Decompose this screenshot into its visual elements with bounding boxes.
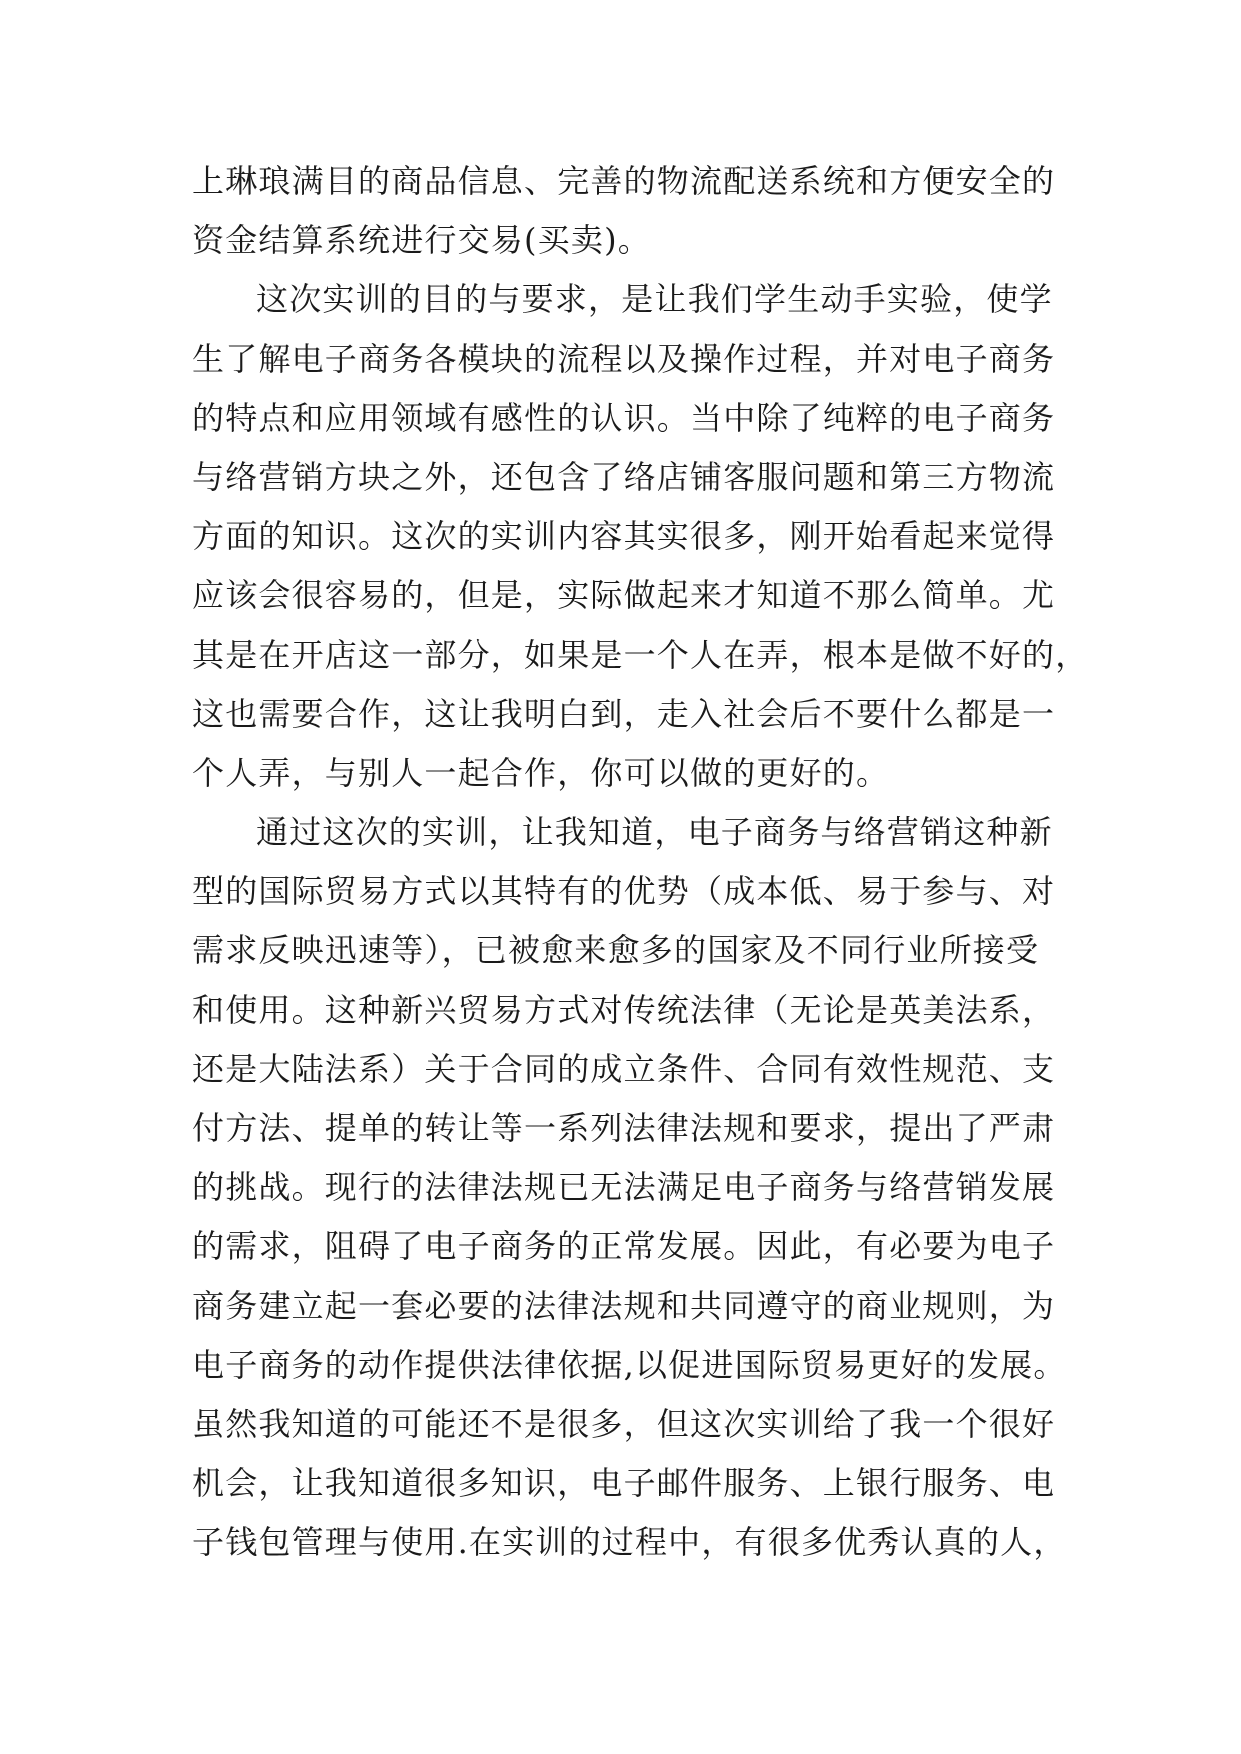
text-line: 子钱包管理与使用.在实训的过程中，有很多优秀认真的人， [192,1523,1067,1562]
text-line: 上琳琅满目的商品信息、完善的物流配送系统和方便安全的 [192,162,1056,200]
text-line: 生了解电子商务各模块的流程以及操作过程，并对电子商务 [192,339,1056,378]
text-line: 的挑战。现行的法律法规已无法满足电子商务与络营销发展 [192,1168,1056,1207]
body-text [192,152,1089,1573]
text-line: 机会，让我知道很多知识，电子邮件服务、上银行服务、电 [192,1464,1056,1503]
text-line: 资金结算系统进行交易(买卖)。 [192,221,651,260]
text-line: 电子商务的动作提供法律依据,以促进国际贸易更好的发展。 [192,1345,1067,1384]
text-line: 其是在开店这一部分，如果是一个人在弄，根本是做不好的， [192,635,1089,674]
text-line: 的特点和应用领域有感性的认识。当中除了纯粹的电子商务 [192,398,1056,437]
text-line: 还是大陆法系）关于合同的成立条件、合同有效性规范、支 [192,1049,1056,1088]
text-line: 方面的知识。这次的实训内容其实很多，刚开始看起来觉得 [192,517,1056,556]
text-line: 需求反映迅速等），已被愈来愈多的国家及不同行业所接受 [192,931,1040,970]
text-line: 和使用。这种新兴贸易方式对传统法律（无论是英美法系， [192,990,1056,1029]
text-line: 的需求，阻碍了电子商务的正常发展。因此，有必要为电子 [192,1227,1056,1266]
text-line: 商务建立起一套必要的法律法规和共同遵守的商业规则，为 [192,1286,1056,1325]
text-line: 付方法、提单的转让等一系列法律法规和要求，提出了严肃 [192,1109,1056,1147]
text-line: 应该会很容易的，但是，实际做起来才知道不那么简单。尤 [192,576,1056,615]
text-line: 型的国际贸易方式以其特有的优势（成本低、易于参与、对 [192,872,1056,911]
text-line: 这也需要合作，这让我明白到，走入社会后不要什么都是一 [192,694,1056,733]
text-line: 个人弄，与别人一起合作，你可以做的更好的。 [192,753,890,792]
paragraph-start-line: 这次实训的目的与要求，是让我们学生动手实验，使学 [256,280,1053,319]
text-line: 虽然我知道的可能还不是很多，但这次实训给了我一个很好 [192,1404,1056,1443]
paragraph-start-line: 通过这次的实训，让我知道，电子商务与络营销这种新 [256,813,1053,852]
text-line: 与络营销方块之外，还包含了络店铺客服问题和第三方物流 [192,457,1056,496]
